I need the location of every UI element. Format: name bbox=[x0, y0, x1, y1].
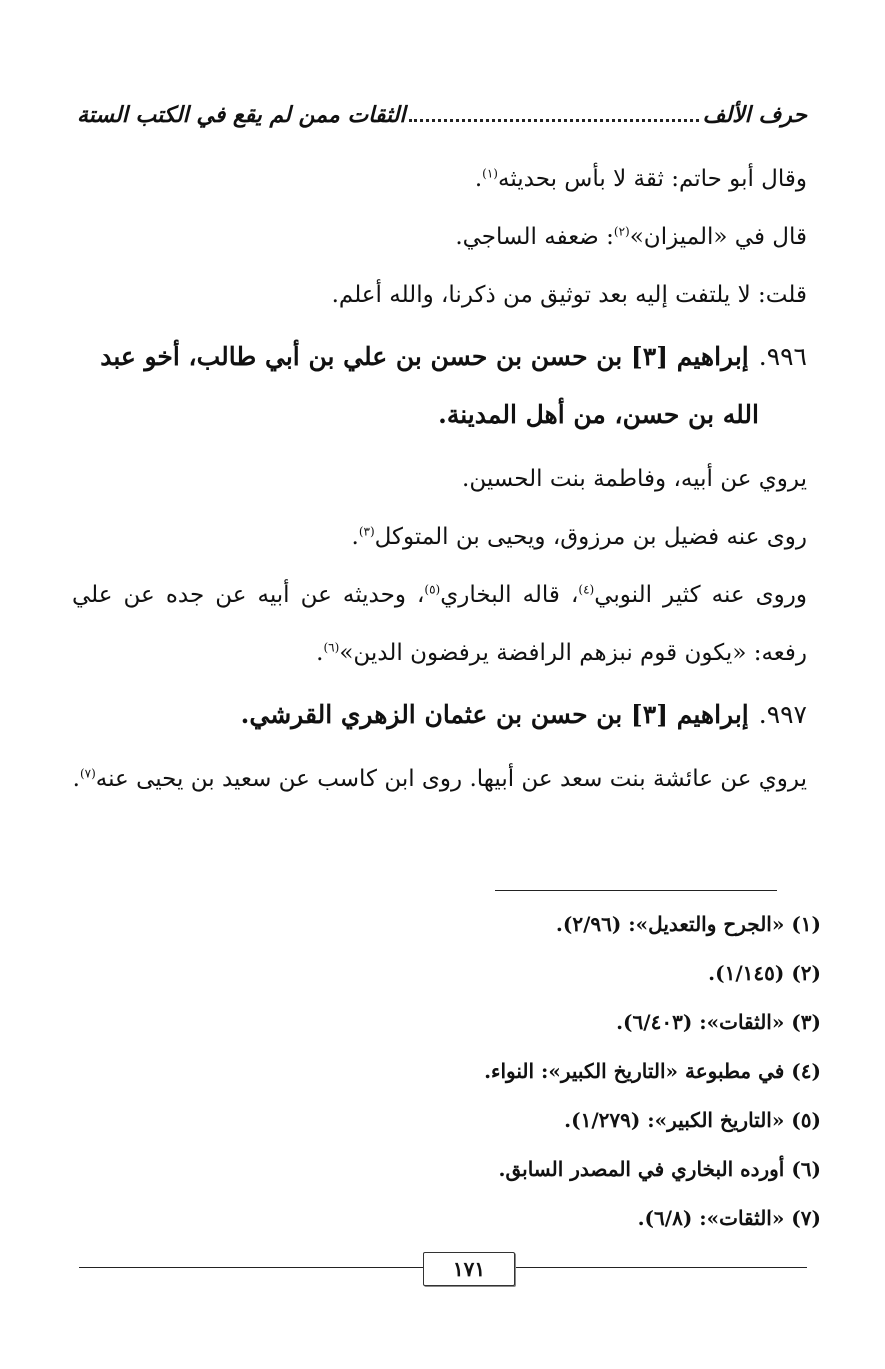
footnote-ref: (٢) bbox=[613, 224, 630, 239]
footnote-ref: (٤) bbox=[578, 582, 595, 597]
footnote-separator bbox=[495, 890, 777, 891]
footnote-6: (٦) أورده البخاري في المصدر السابق. bbox=[498, 1157, 821, 1181]
footnote-ref: (١) bbox=[482, 166, 498, 181]
paragraph-text: قال في «الميزان» bbox=[629, 224, 807, 250]
footnote-3: (٣) «الثقات»: (٦/٤٠٣). bbox=[616, 1010, 821, 1034]
footnote-1: (١) «الجرح والتعديل»: (٢/٩٦). bbox=[555, 912, 821, 936]
paragraph-bukhari: وروى عنه كثير النوبي$^{(٤)}$، قاله البخاري$^{(٥)}$، وحديثه عن أبيه عن جده عن علي رفعه: «يكون قوم نبزهم الرافضة يرفضون الدين»$^{(٦)}$. bbox=[72, 582, 807, 666]
footnote-ref: (٦) bbox=[323, 640, 340, 655]
header-section-title: حرف الألف bbox=[702, 102, 807, 128]
paragraph-narrates-from bbox=[72, 450, 807, 508]
entry-number: ٩٩٦. bbox=[758, 342, 807, 371]
paragraph-text: وروى عنه كثير النوبي bbox=[594, 582, 807, 608]
paragraph-mizan bbox=[72, 208, 807, 266]
footnote-ref: (٧) bbox=[79, 766, 96, 781]
footnote-ref: (٥) bbox=[424, 582, 441, 597]
entry-heading-continuation: الله بن حسن، من أهل المدينة. bbox=[438, 400, 759, 429]
paragraph-text: روى عنه فضيل بن مرزوق، ويحيى بن المتوكل bbox=[374, 524, 807, 550]
entry-996-heading bbox=[72, 328, 807, 444]
footnote-7: (٧) «الثقات»: (٦/٨). bbox=[637, 1206, 821, 1230]
header-book-title: الثقات ممن لم يقع في الكتب الستة bbox=[77, 102, 406, 128]
entry-heading-text: إبراهيم [٣] بن حسن بن عثمان الزهري القرشي. bbox=[240, 700, 749, 729]
paragraph-text: قلت: لا يلتفت إليه بعد توثيق من ذكرنا، والله أعلم. bbox=[331, 282, 807, 308]
footnote-ref: (٣) bbox=[358, 524, 375, 539]
paragraph-aisha: يروي عن عائشة بنت سعد عن أبيها. روى ابن كاسب عن سعيد بن يحيى عنه$^{(٧)}$. bbox=[72, 766, 807, 792]
footnote-4: (٤) في مطبوعة «التاريخ الكبير»: النواء. bbox=[484, 1059, 821, 1083]
footnotes bbox=[81, 900, 821, 1243]
paragraph-text: يروي عن أبيه، وفاطمة بنت الحسين. bbox=[462, 466, 807, 492]
header-dot-leader bbox=[409, 119, 698, 122]
main-text bbox=[72, 150, 807, 808]
page-number: ١٧١ bbox=[423, 1252, 515, 1286]
footnote-5: (٥) «التاريخ الكبير»: (١/٢٧٩). bbox=[564, 1108, 821, 1132]
paragraph-text: : ضعفه الساجي. bbox=[455, 224, 614, 250]
paragraph-abu-hatim: وقال أبو حاتم: ثقة لا بأس بحديثه$^{(١)}$. bbox=[474, 166, 807, 192]
paragraph-text: يروي عن عائشة بنت سعد عن أبيها. روى ابن كاسب عن سعيد بن يحيى عنه bbox=[95, 766, 807, 792]
entry-number: ٩٩٧. bbox=[758, 700, 807, 729]
paragraph-text: وقال أبو حاتم: ثقة لا بأس بحديثه bbox=[497, 166, 807, 192]
paragraph-text: ، قاله البخاري bbox=[440, 582, 579, 608]
paragraph-author-note bbox=[72, 266, 807, 324]
entry-heading-text: إبراهيم [٣] بن حسن بن حسن بن علي بن أبي طالب، أخو عبد bbox=[100, 342, 749, 371]
running-header bbox=[77, 98, 807, 132]
entry-997-heading bbox=[72, 686, 807, 744]
paragraph-narrated-by: روى عنه فضيل بن مرزوق، ويحيى بن المتوكل$^{(٣)}$. bbox=[351, 524, 807, 550]
footnote-2: (٢) (١/١٤٥). bbox=[708, 961, 821, 985]
paragraph-text: ، وحديثه عن أبيه عن جده عن علي رفعه: «يكون قوم نبزهم الرافضة يرفضون الدين» bbox=[72, 582, 807, 666]
